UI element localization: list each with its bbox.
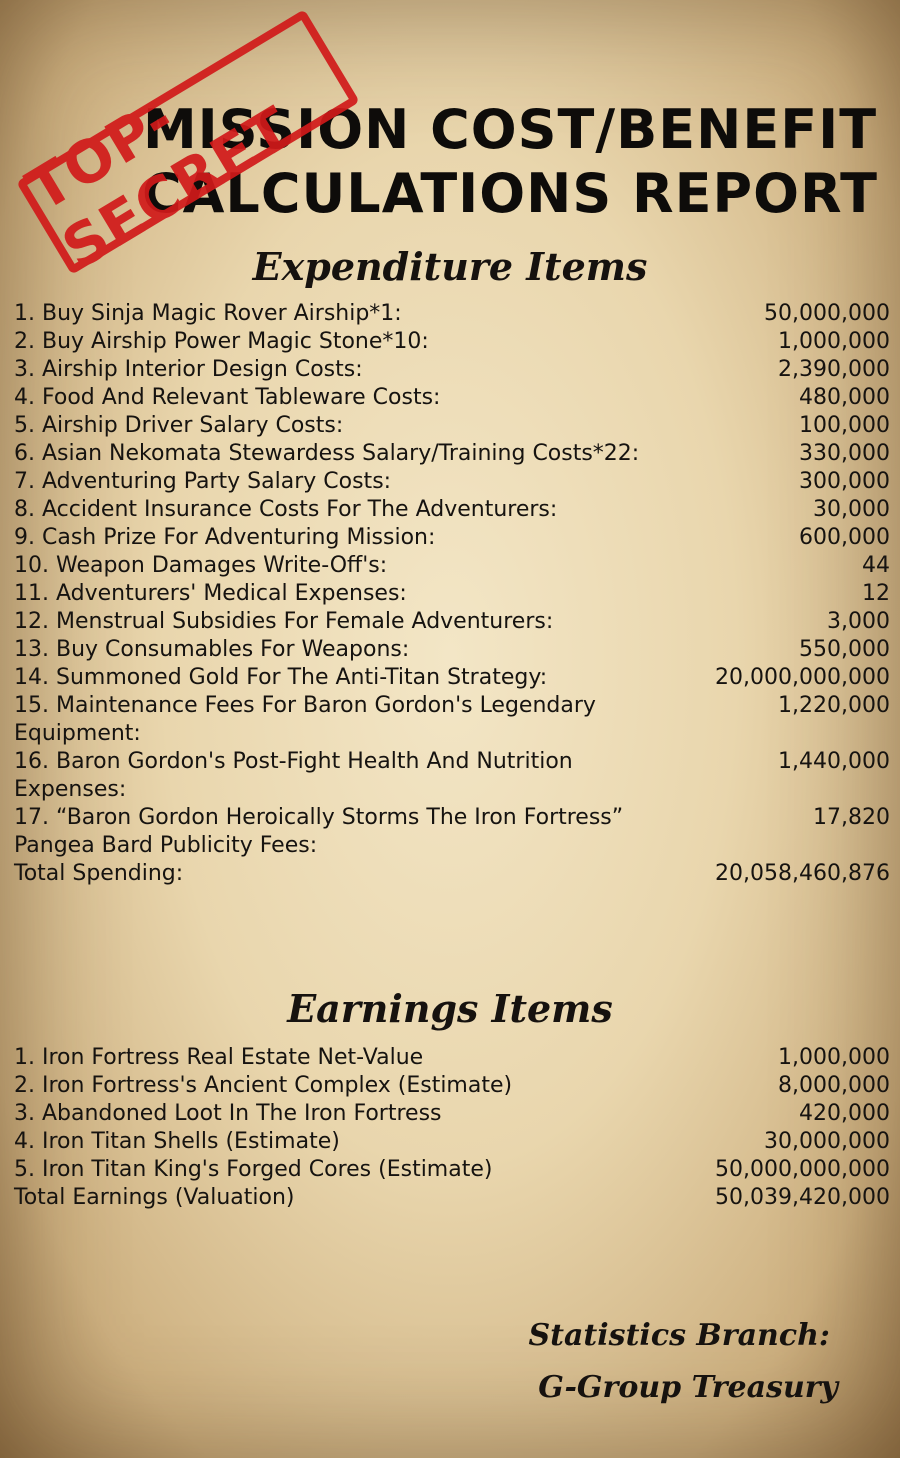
report-title-line-1: MISSION COST/BENEFIT bbox=[142, 98, 878, 161]
item-amount: 12 bbox=[862, 581, 890, 606]
item-label: 10. Weapon Damages Write-Off's: bbox=[14, 553, 388, 578]
list-item bbox=[14, 580, 890, 608]
item-amount: 1,440,000 bbox=[778, 749, 890, 774]
item-amount: 44 bbox=[862, 553, 890, 578]
item-amount: 550,000 bbox=[799, 637, 890, 662]
list-item bbox=[14, 692, 890, 748]
list-item bbox=[14, 1044, 890, 1072]
item-amount: 330,000 bbox=[799, 441, 890, 466]
item-label: 9. Cash Prize For Adventuring Mission: bbox=[14, 525, 436, 550]
list-item bbox=[14, 356, 890, 384]
item-amount: 420,000 bbox=[799, 1101, 890, 1126]
item-amount: 30,000 bbox=[813, 497, 890, 522]
item-amount: 50,000,000 bbox=[764, 301, 890, 326]
item-label: 17. “Baron Gordon Heroically Storms The Iron Fortress” Pangea Bard Publicity Fees: bbox=[14, 805, 624, 858]
item-amount: 50,000,000,000 bbox=[715, 1157, 890, 1182]
item-amount: 2,390,000 bbox=[778, 357, 890, 382]
item-label: 7. Adventuring Party Salary Costs: bbox=[14, 469, 392, 494]
item-label: 1. Iron Fortress Real Estate Net-Value bbox=[14, 1045, 424, 1070]
item-label: Total Earnings (Valuation) bbox=[14, 1185, 295, 1210]
item-label: 3. Airship Interior Design Costs: bbox=[14, 357, 363, 382]
item-label: 5. Airship Driver Salary Costs: bbox=[14, 413, 344, 438]
item-amount: 50,039,420,000 bbox=[715, 1185, 890, 1210]
item-amount: 480,000 bbox=[799, 385, 890, 410]
list-item bbox=[14, 524, 890, 552]
item-amount: 1,220,000 bbox=[778, 693, 890, 718]
item-amount: 30,000,000 bbox=[764, 1129, 890, 1154]
item-amount: 20,058,460,876 bbox=[715, 861, 890, 886]
item-label: 13. Buy Consumables For Weapons: bbox=[14, 637, 410, 662]
list-item bbox=[14, 300, 890, 328]
list-item bbox=[14, 860, 890, 888]
item-amount: 100,000 bbox=[799, 413, 890, 438]
list-item bbox=[14, 440, 890, 468]
report-title-line-2: CALCULATIONS REPORT bbox=[142, 162, 878, 225]
list-item bbox=[14, 496, 890, 524]
list-item bbox=[14, 552, 890, 580]
list-item bbox=[14, 412, 890, 440]
item-amount: 300,000 bbox=[799, 469, 890, 494]
statistics-branch-label: Statistics Branch: bbox=[528, 1318, 830, 1353]
list-item bbox=[14, 328, 890, 356]
item-label: 4. Iron Titan Shells (Estimate) bbox=[14, 1129, 340, 1154]
item-label: 11. Adventurers' Medical Expenses: bbox=[14, 581, 407, 606]
list-item bbox=[14, 636, 890, 664]
list-item bbox=[14, 384, 890, 412]
item-amount: 1,000,000 bbox=[778, 329, 890, 354]
list-item bbox=[14, 664, 890, 692]
list-item bbox=[14, 748, 890, 804]
list-item bbox=[14, 804, 890, 860]
item-amount: 17,820 bbox=[813, 805, 890, 830]
list-item bbox=[14, 1072, 890, 1100]
item-amount: 600,000 bbox=[799, 525, 890, 550]
item-label: 14. Summoned Gold For The Anti-Titan Strategy: bbox=[14, 665, 548, 690]
list-item bbox=[14, 1156, 890, 1184]
item-amount: 8,000,000 bbox=[778, 1073, 890, 1098]
item-label: 5. Iron Titan King's Forged Cores (Estimate) bbox=[14, 1157, 493, 1182]
list-item bbox=[14, 1100, 890, 1128]
item-amount: 20,000,000,000 bbox=[715, 665, 890, 690]
item-label: 6. Asian Nekomata Stewardess Salary/Training Costs*22: bbox=[14, 441, 640, 466]
list-item bbox=[14, 1128, 890, 1156]
list-item bbox=[14, 468, 890, 496]
item-label: 4. Food And Relevant Tableware Costs: bbox=[14, 385, 441, 410]
item-amount: 1,000,000 bbox=[778, 1045, 890, 1070]
top-secret-stamp: TOP-SECRET bbox=[16, 9, 360, 275]
item-label: 3. Abandoned Loot In The Iron Fortress bbox=[14, 1101, 442, 1126]
expenditure-heading: Expenditure Items bbox=[252, 244, 648, 289]
item-amount: 3,000 bbox=[827, 609, 890, 634]
item-label: 2. Iron Fortress's Ancient Complex (Estimate) bbox=[14, 1073, 513, 1098]
item-label: 8. Accident Insurance Costs For The Adventurers: bbox=[14, 497, 558, 522]
earnings-list bbox=[14, 1044, 890, 1212]
list-item bbox=[14, 1184, 890, 1212]
treasury-label: G-Group Treasury bbox=[538, 1370, 838, 1405]
item-label: 12. Menstrual Subsidies For Female Adventurers: bbox=[14, 609, 554, 634]
item-label: 16. Baron Gordon's Post-Fight Health And Nutrition Expenses: bbox=[14, 749, 573, 802]
item-label: Total Spending: bbox=[14, 861, 184, 886]
item-label: 1. Buy Sinja Magic Rover Airship*1: bbox=[14, 301, 402, 326]
earnings-heading: Earnings Items bbox=[287, 986, 613, 1031]
list-item bbox=[14, 608, 890, 636]
item-label: 2. Buy Airship Power Magic Stone*10: bbox=[14, 329, 429, 354]
expenditure-list bbox=[14, 300, 890, 888]
item-label: 15. Maintenance Fees For Baron Gordon's Legendary Equipment: bbox=[14, 693, 596, 746]
